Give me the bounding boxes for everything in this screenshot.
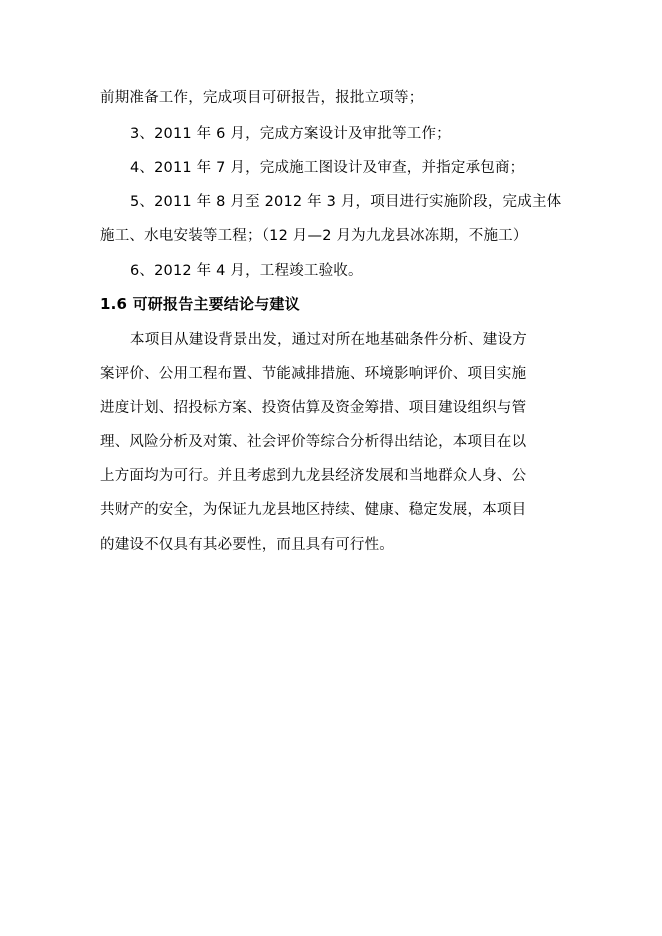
text-line-prep-work: 前期准备工作，完成项目可研报告，报批立项等； — [100, 90, 424, 106]
paragraph-line-2: 案评价、公用工程布置、节能减排措施、环境影响评价、项目实施 — [100, 366, 527, 382]
paragraph-line-1: 本项目从建设背景出发，通过对所在地基础条件分析、建设方 — [130, 332, 527, 348]
text-line-item-5-continued: 施工、水电安装等工程；（12 月—2 月为九龙县冰冻期，不施工） — [100, 228, 528, 244]
text-line-item-4: 4、2011 年 7 月，完成施工图设计及审查，并指定承包商； — [130, 160, 525, 176]
text-line-item-5: 5、2011 年 8 月至 2012 年 3 月，项目进行实施阶段，完成主体 — [130, 194, 562, 210]
paragraph-line-3: 进度计划、招投标方案、投资估算及资金筹措、项目建设组织与管 — [100, 400, 527, 416]
paragraph-line-6: 共财产的安全，为保证九龙县地区持续、健康、稳定发展，本项目 — [100, 502, 527, 518]
text-line-item-3: 3、2011 年 6 月，完成方案设计及审批等工作； — [130, 126, 451, 142]
text-line-item-6: 6、2012 年 4 月，工程竣工验收。 — [130, 263, 363, 279]
paragraph-line-5: 上方面均为可行。并且考虑到九龙县经济发展和当地群众人身、公 — [100, 468, 527, 484]
paragraph-line-7: 的建设不仅具有其必要性，而且具有可行性。 — [100, 537, 394, 553]
section-heading: 1.6 可研报告主要结论与建议 — [100, 295, 300, 313]
paragraph-line-4: 理、风险分析及对策、社会评价等综合分析得出结论，本项目在以 — [100, 434, 527, 450]
